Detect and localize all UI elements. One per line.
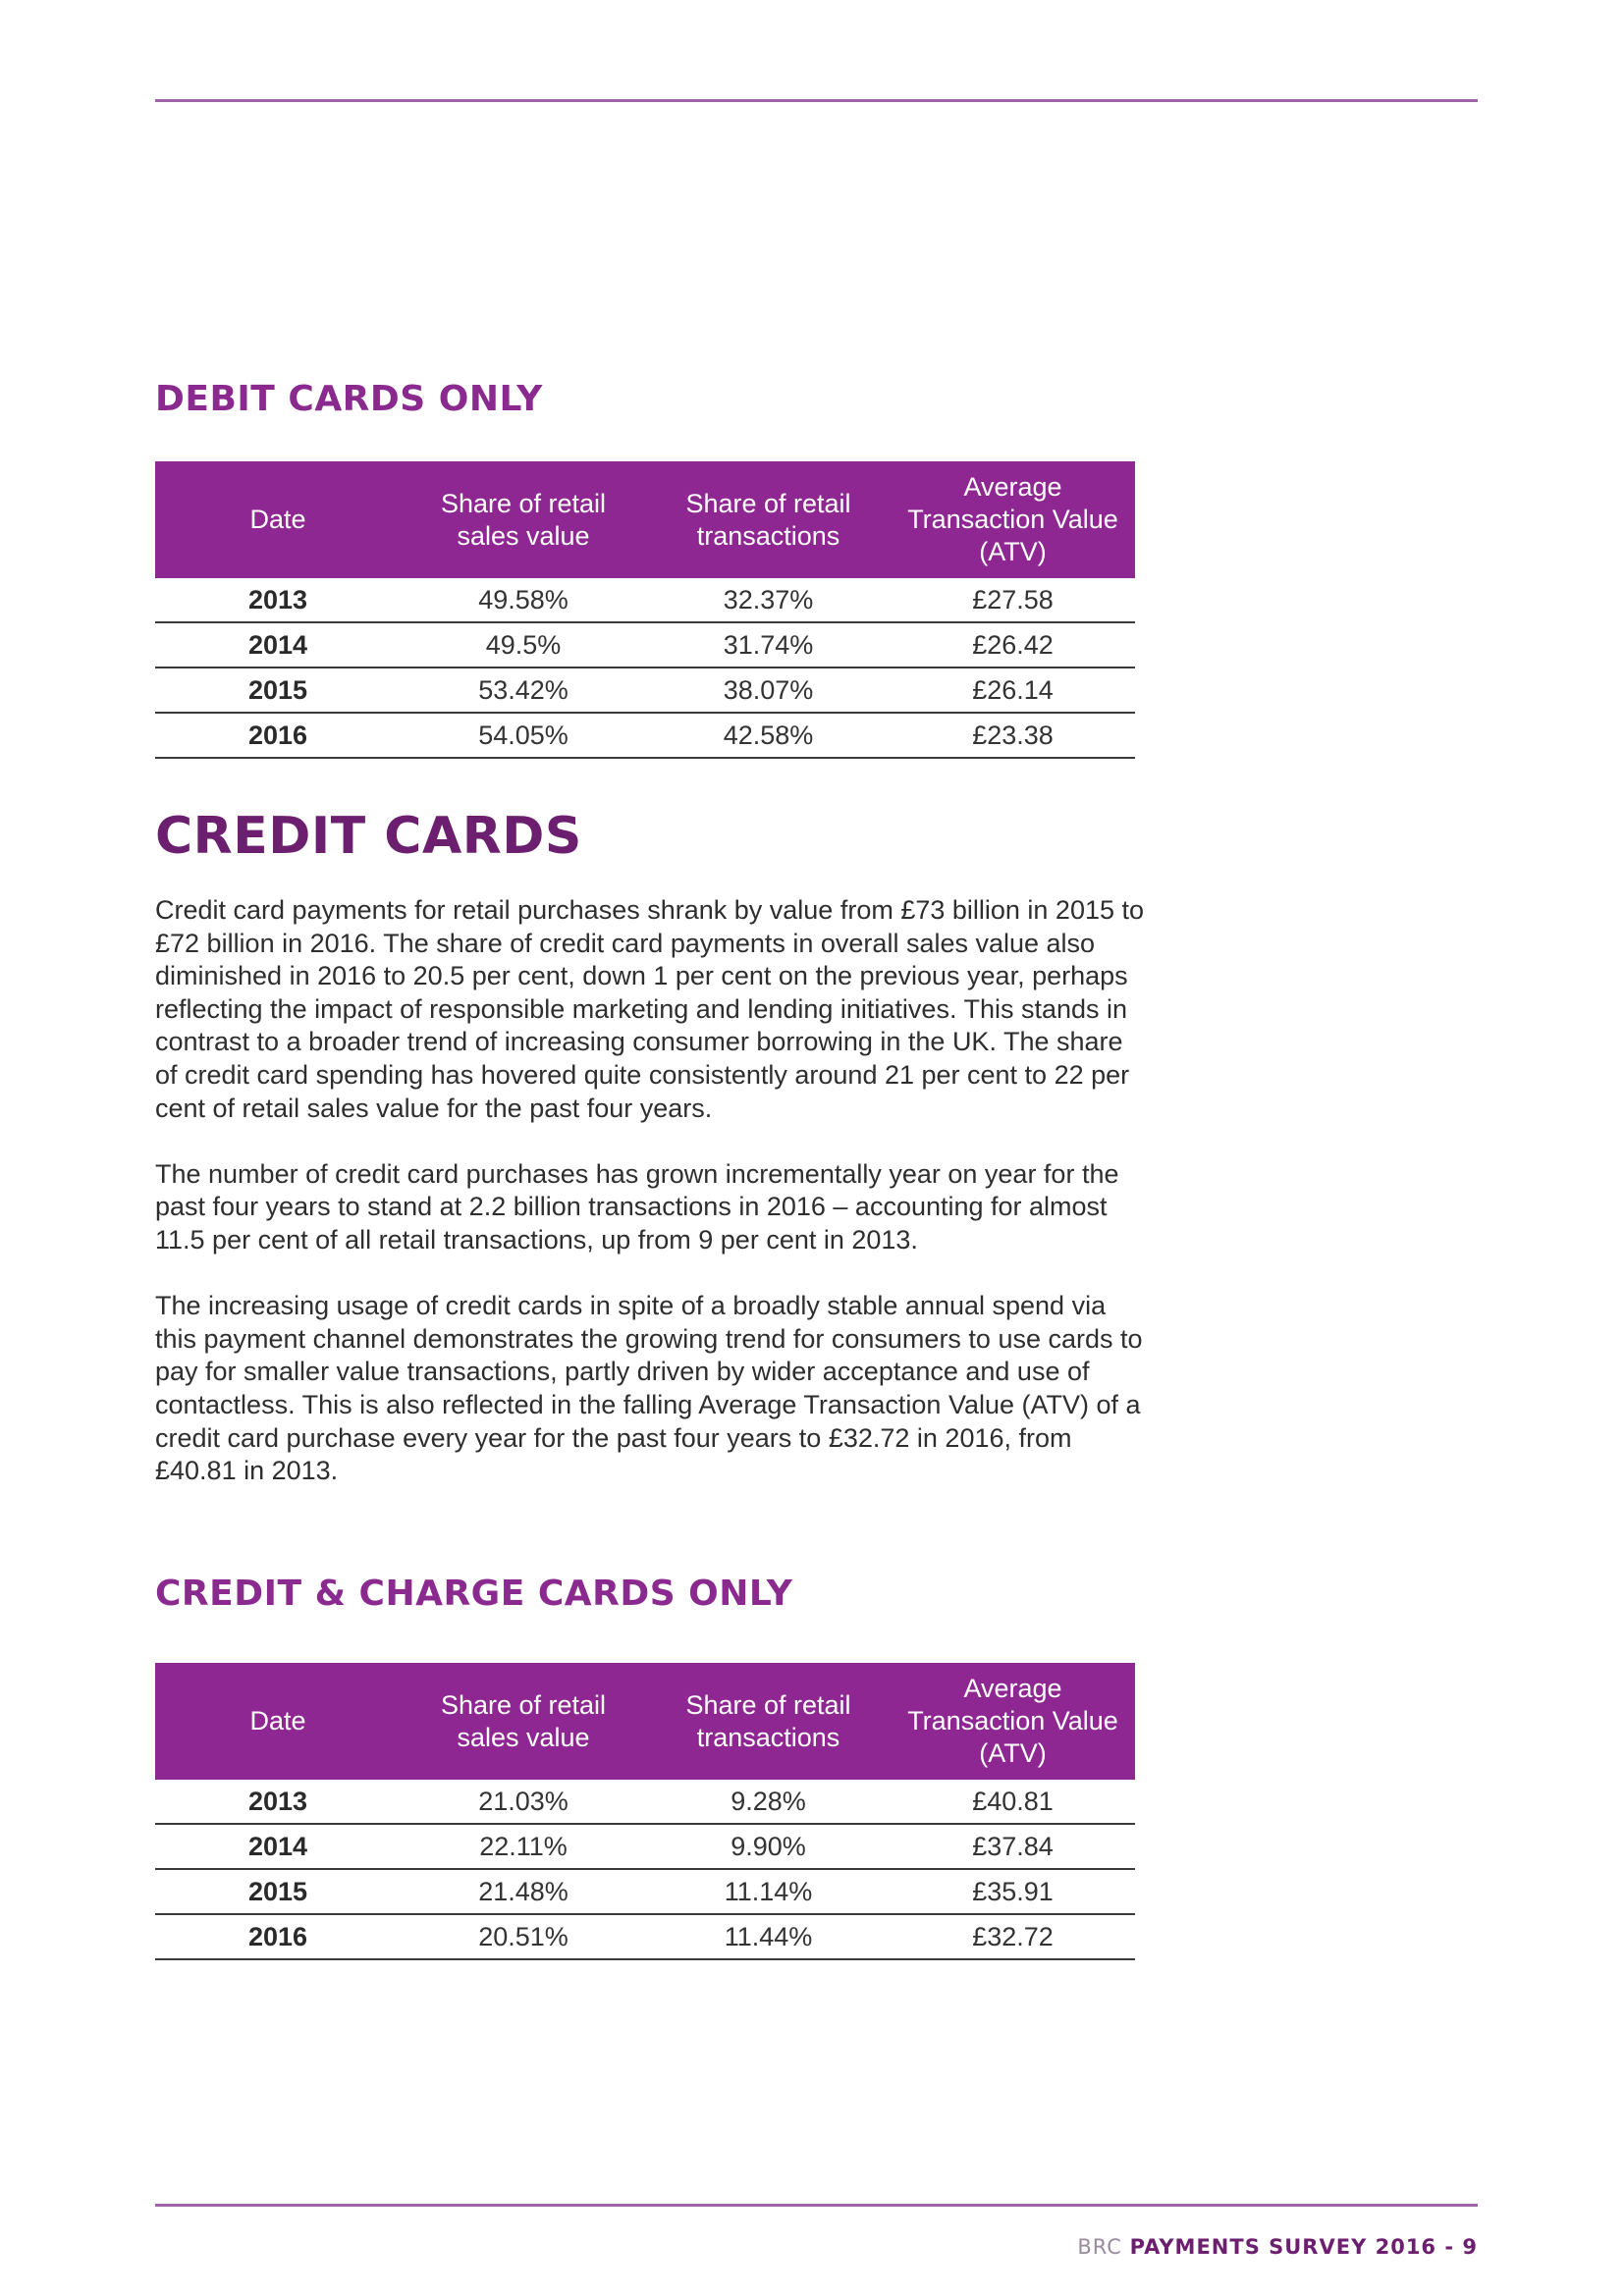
cell-transactions: 9.90%	[646, 1824, 891, 1869]
paragraph: The increasing usage of credit cards in spite of a broadly stable annual spend via this payment channel demonstrates the growing trend for consumers to use cards to pay for smaller value transactions, partly driven by wider acceptance and use of contactless. This is also reflected in the falling Average Transaction Value (ATV) of a credit card purchase every year for the past four years to £32.72 in 2016, from £40.81 in 2013.	[155, 1291, 1143, 1486]
table-row	[155, 622, 1135, 667]
cell-year: 2014	[155, 622, 401, 667]
page-footer	[1077, 2235, 1478, 2259]
paragraph: Credit card payments for retail purchases shrank by value from £73 billion in 2015 to £72 billion in 2016. The share of credit card payments in overall sales value also diminished in 2016 to 20.5 per cent, down 1 per cent on the previous year, perhaps reflecting the impact of responsible marketing and lending initiatives. This stands in contrast to a broader trend of increasing consumer borrowing in the UK. The share of credit card spending has hovered quite consistently around 21 per cent to 22 per cent of retail sales value for the past four years.	[155, 895, 1145, 1123]
debit-cards-table	[155, 461, 1135, 759]
cell-year: 2016	[155, 1914, 401, 1959]
table-row	[155, 667, 1135, 713]
charge-section-heading: CREDIT & CHARGE CARDS ONLY	[155, 1574, 793, 1614]
cell-year: 2014	[155, 1824, 401, 1869]
paragraph: The number of credit card purchases has grown incrementally year on year for the past four years to stand at 2.2 billion transactions in 2016 – accounting for almost 11.5 per cent of all retail transactions, up from 9 per cent in 2013.	[155, 1158, 1119, 1255]
cell-year: 2016	[155, 713, 401, 758]
cell-transactions: 32.37%	[646, 578, 891, 622]
cell-atv: £40.81	[891, 1780, 1135, 1824]
table-row	[155, 1780, 1135, 1824]
cell-year: 2013	[155, 1780, 401, 1824]
table-row	[155, 713, 1135, 758]
footer-title: PAYMENTS SURVEY 2016 - 9	[1129, 2235, 1478, 2259]
cell-year: 2013	[155, 578, 401, 622]
cell-sales-value: 22.11%	[401, 1824, 646, 1869]
cell-atv: £32.72	[891, 1914, 1135, 1959]
column-header-sales-value: Share of retail sales value	[401, 1663, 646, 1780]
cell-year: 2015	[155, 667, 401, 713]
cell-sales-value: 20.51%	[401, 1914, 646, 1959]
cell-transactions: 38.07%	[646, 667, 891, 713]
table-header-row	[155, 1663, 1135, 1780]
cell-atv: £23.38	[891, 713, 1135, 758]
cell-transactions: 11.44%	[646, 1914, 891, 1959]
cell-sales-value: 49.58%	[401, 578, 646, 622]
cell-sales-value: 49.5%	[401, 622, 646, 667]
debit-section-heading: DEBIT CARDS ONLY	[155, 379, 543, 419]
cell-sales-value: 21.48%	[401, 1869, 646, 1914]
column-header-date: Date	[155, 461, 401, 578]
cell-transactions: 9.28%	[646, 1780, 891, 1824]
table-row	[155, 1869, 1135, 1914]
column-header-transactions: Share of retail transactions	[646, 461, 891, 578]
credit-cards-heading: CREDIT CARDS	[155, 807, 582, 866]
column-header-sales-value: Share of retail sales value	[401, 461, 646, 578]
cell-atv: £37.84	[891, 1824, 1135, 1869]
cell-year: 2015	[155, 1869, 401, 1914]
bottom-divider	[155, 2204, 1478, 2207]
cell-atv: £26.14	[891, 667, 1135, 713]
cell-atv: £27.58	[891, 578, 1135, 622]
cell-sales-value: 53.42%	[401, 667, 646, 713]
footer-brand: BRC	[1077, 2235, 1122, 2259]
cell-transactions: 11.14%	[646, 1869, 891, 1914]
column-header-atv: Average Transaction Value (ATV)	[891, 1663, 1135, 1780]
column-header-atv: Average Transaction Value (ATV)	[891, 461, 1135, 578]
table-row	[155, 1824, 1135, 1869]
column-header-transactions: Share of retail transactions	[646, 1663, 891, 1780]
table-row	[155, 1914, 1135, 1959]
cell-sales-value: 54.05%	[401, 713, 646, 758]
top-divider	[155, 99, 1478, 102]
credit-cards-body	[155, 894, 1147, 1521]
cell-sales-value: 21.03%	[401, 1780, 646, 1824]
cell-transactions: 42.58%	[646, 713, 891, 758]
column-header-date: Date	[155, 1663, 401, 1780]
cell-atv: £35.91	[891, 1869, 1135, 1914]
credit-charge-cards-table	[155, 1663, 1135, 1960]
cell-transactions: 31.74%	[646, 622, 891, 667]
table-row	[155, 578, 1135, 622]
cell-atv: £26.42	[891, 622, 1135, 667]
table-header-row	[155, 461, 1135, 578]
